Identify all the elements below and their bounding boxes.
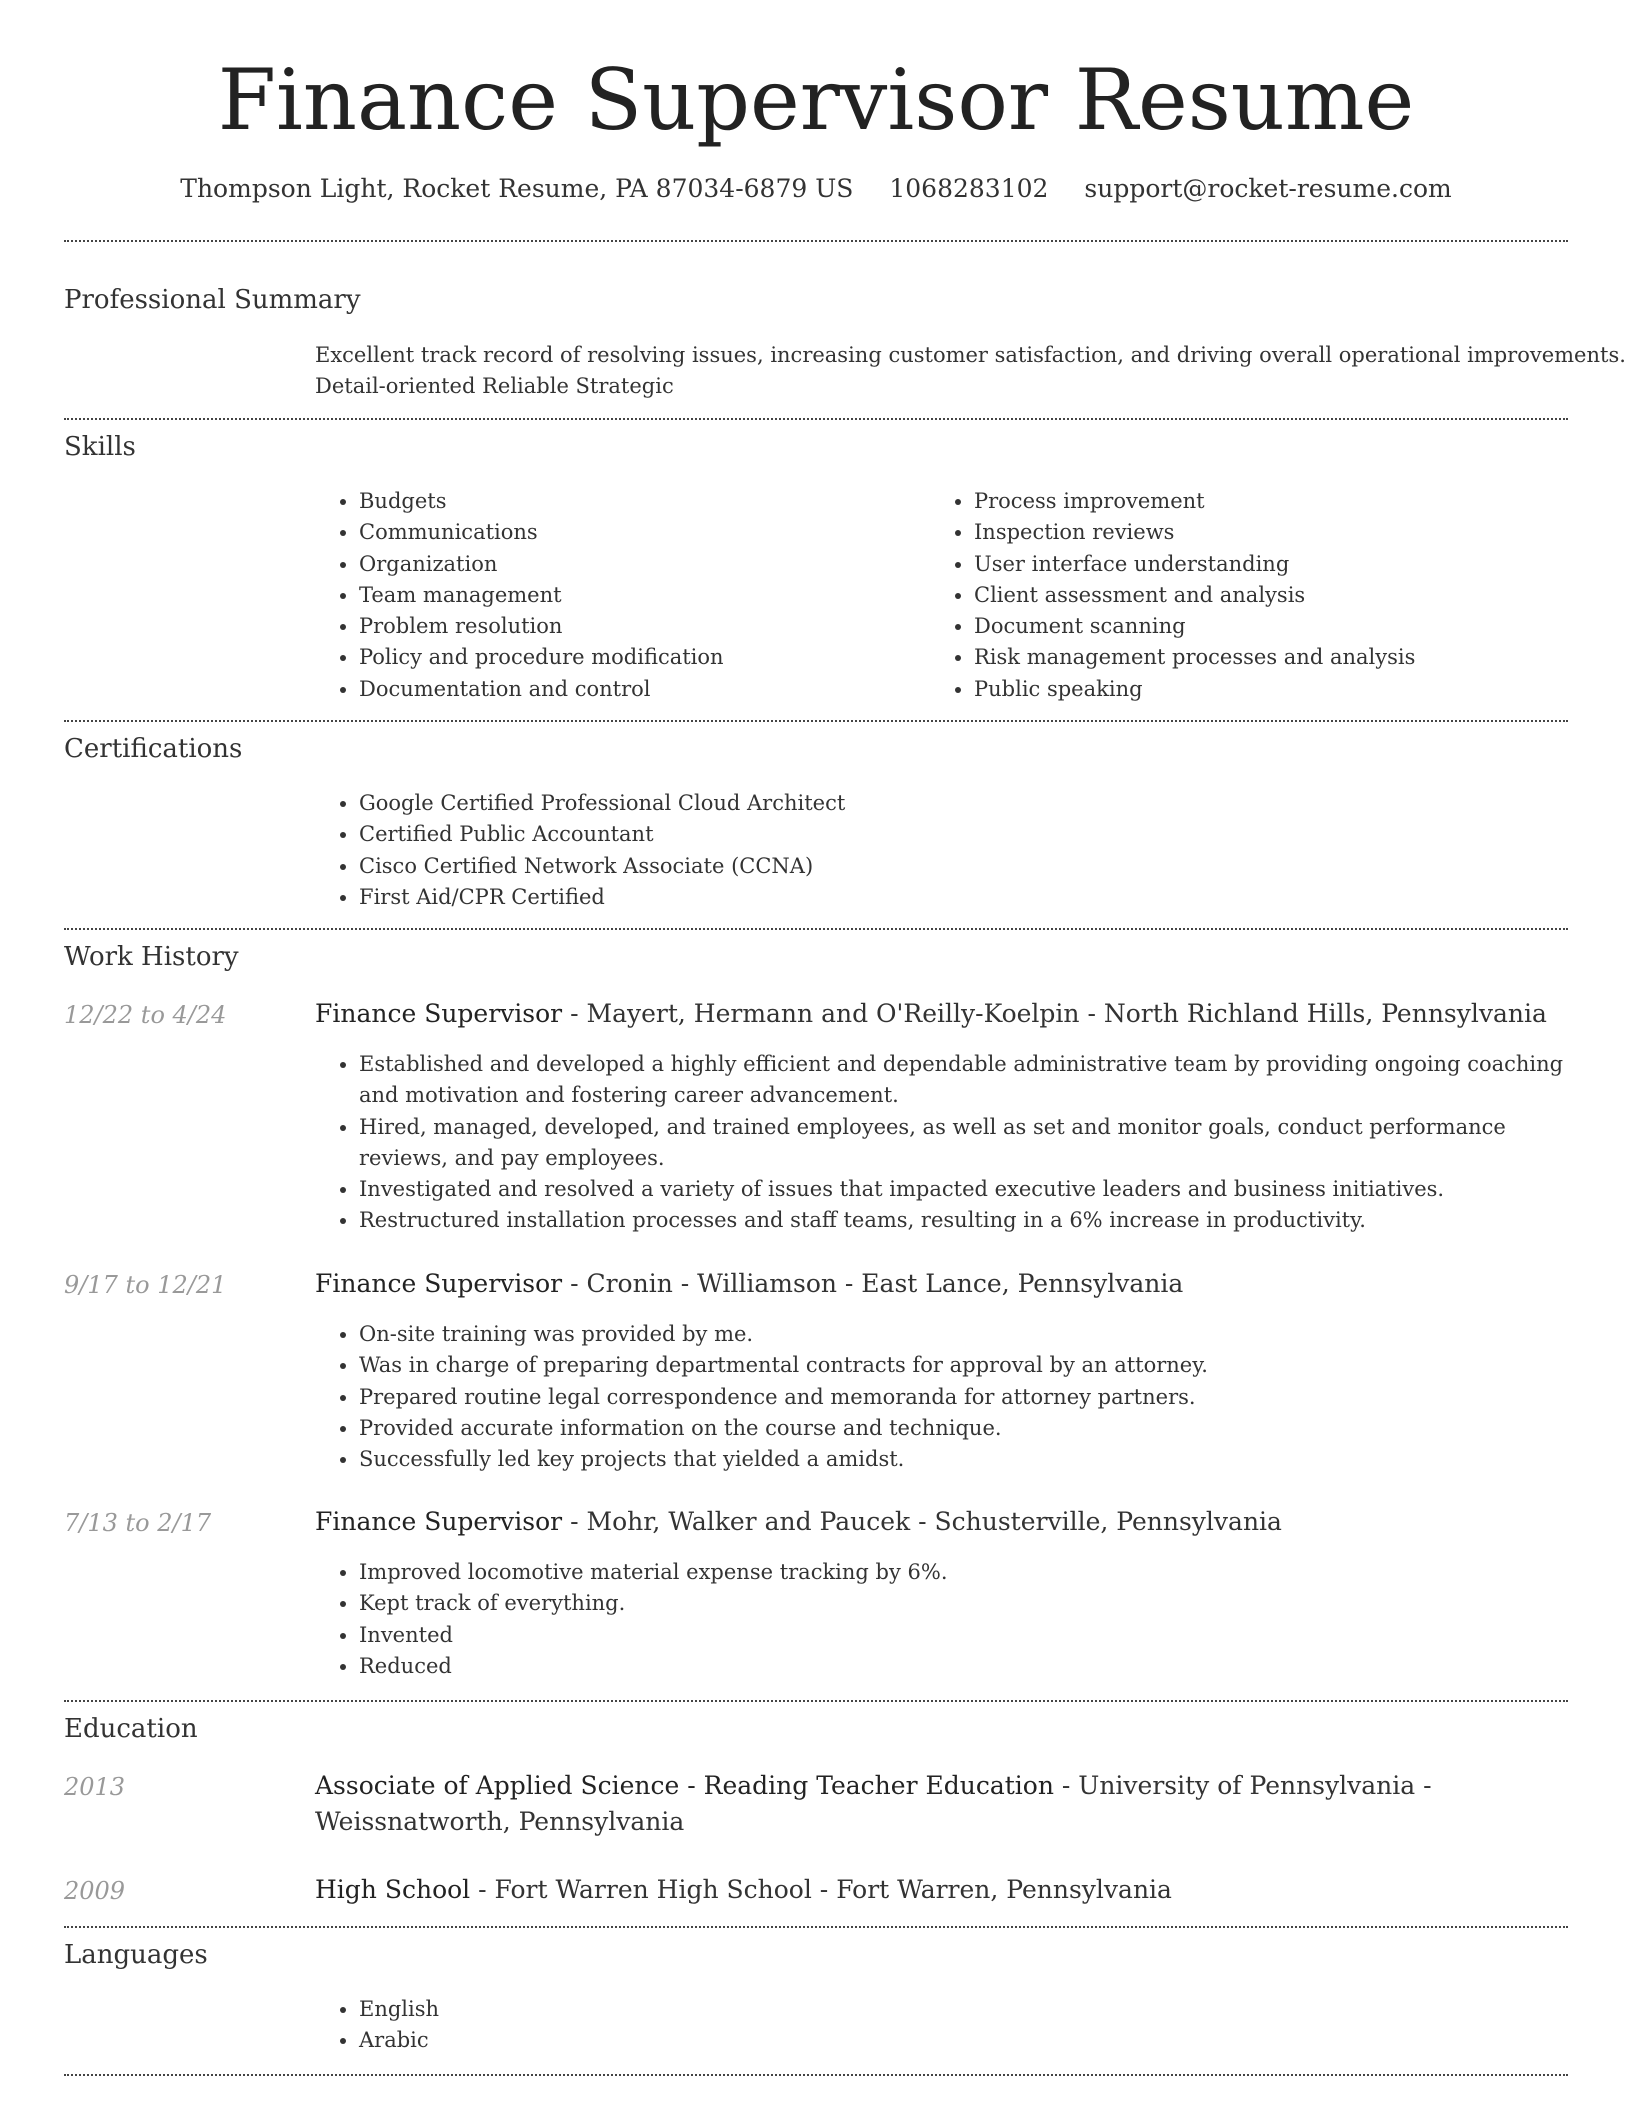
section-divider (64, 1926, 1568, 1928)
job-employer: - Mohr, Walker and Paucek - Schusterville, Pennsylvania (562, 1507, 1282, 1536)
list-item: • Team management (359, 580, 919, 611)
summary-heading: Professional Summary (64, 285, 361, 315)
job-employer: - Cronin - Williamson - East Lance, Pennsylvania (562, 1269, 1184, 1298)
list-item: • First Aid/CPR Certified (359, 882, 1559, 913)
list-item: • Budgets (359, 486, 919, 517)
list-item: • Cisco Certified Network Associate (CCNA) (359, 851, 1559, 882)
list-item: • User interface understanding (974, 549, 1594, 580)
list-item: • Public speaking (974, 674, 1594, 705)
list-item: • Arabic (359, 2025, 959, 2056)
contact-email: support@rocket-resume.com (1084, 174, 1452, 203)
list-item: • Inspection reviews (974, 517, 1594, 548)
education-school: - University of Pennsylvania - Weissnatworth, Pennsylvania (315, 1771, 1432, 1836)
job-bullets (315, 1049, 1599, 1237)
section-divider (64, 2074, 1568, 2076)
list-item: • Process improvement (974, 486, 1594, 517)
languages-list (315, 1994, 959, 2057)
list-item: • Google Certified Professional Cloud Architect (359, 788, 1559, 819)
list-item: • Successfully led key projects that yielded a amidst. (359, 1444, 1599, 1475)
contact-address: Thompson Light, Rocket Resume, PA 87034-6879 US (180, 174, 854, 203)
list-item: • Improved locomotive material expense tracking by 6%. (359, 1557, 1599, 1588)
job-title-line (315, 1266, 1575, 1302)
list-item: • Restructured installation processes and staff teams, resulting in a 6% increase in productivity. (359, 1205, 1599, 1236)
education-year: 2013 (64, 1773, 126, 1801)
list-item: • Client assessment and analysis (974, 580, 1594, 611)
list-item: • Documentation and control (359, 674, 919, 705)
job-employer: - Mayert, Hermann and O'Reilly-Koelpin - North Richland Hills, Pennsylvania (562, 999, 1547, 1028)
list-item: • Provided accurate information on the course and technique. (359, 1413, 1599, 1444)
list-item: • Invented (359, 1620, 1599, 1651)
work-history-heading: Work History (64, 942, 239, 972)
list-item: • Policy and procedure modification (359, 642, 919, 673)
contact-phone: 1068283102 (889, 174, 1049, 203)
summary-line: Detail-oriented Reliable Strategic (315, 374, 674, 398)
section-divider (64, 240, 1568, 242)
contact-line (0, 172, 1632, 206)
section-divider (64, 1700, 1568, 1702)
education-line (315, 1872, 1575, 1908)
skills-heading: Skills (64, 432, 136, 462)
job-bullets (315, 1557, 1599, 1682)
education-school: - Fort Warren High School - Fort Warren, Pennsylvania (470, 1875, 1172, 1904)
education-year: 2009 (64, 1877, 126, 1905)
job-bullets (315, 1319, 1599, 1475)
job-title: Finance Supervisor (315, 1507, 563, 1536)
list-item: • Risk management processes and analysis (974, 642, 1594, 673)
skills-list-right (930, 486, 1594, 705)
summary-line: Excellent track record of resolving issues, increasing customer satisfaction, and driving overall operational improvements. (315, 343, 1626, 367)
list-item: • Kept track of everything. (359, 1588, 1599, 1619)
list-item: • Certified Public Accountant (359, 819, 1559, 850)
list-item: • Communications (359, 517, 919, 548)
list-item: • Prepared routine legal correspondence and memoranda for attorney partners. (359, 1382, 1599, 1413)
job-dates: 7/13 to 2/17 (64, 1509, 212, 1537)
education-line (315, 1768, 1575, 1840)
education-degree: High School (315, 1875, 471, 1904)
section-divider (64, 928, 1568, 930)
job-title: Finance Supervisor (315, 999, 563, 1028)
list-item: • Hired, managed, developed, and trained employees, as well as set and monitor goals, conduct performance reviews, and pay employees. (359, 1112, 1599, 1175)
section-divider (64, 720, 1568, 722)
languages-heading: Languages (64, 1940, 208, 1970)
section-divider (64, 418, 1568, 420)
job-dates: 12/22 to 4/24 (64, 1001, 227, 1029)
list-item: • English (359, 1994, 959, 2025)
skills-list-left (315, 486, 919, 705)
summary-text (315, 340, 1626, 402)
list-item: • Organization (359, 549, 919, 580)
education-degree: Associate of Applied Science - Reading Teacher Education (315, 1771, 1054, 1800)
page-title: Finance Supervisor Resume (217, 51, 1415, 149)
certifications-heading: Certifications (64, 734, 243, 764)
list-item: • Was in charge of preparing departmental contracts for approval by an attorney. (359, 1350, 1599, 1381)
list-item: • Document scanning (974, 611, 1594, 642)
list-item: • On-site training was provided by me. (359, 1319, 1599, 1350)
job-title: Finance Supervisor (315, 1269, 563, 1298)
list-item: • Problem resolution (359, 611, 919, 642)
certifications-list (315, 788, 1559, 913)
job-title-line (315, 1504, 1575, 1540)
job-title-line (315, 996, 1575, 1032)
education-heading: Education (64, 1714, 198, 1744)
job-dates: 9/17 to 12/21 (64, 1271, 227, 1299)
list-item: • Investigated and resolved a variety of issues that impacted executive leaders and business initiatives. (359, 1174, 1599, 1205)
list-item: • Reduced (359, 1651, 1599, 1682)
list-item: • Established and developed a highly efficient and dependable administrative team by providing ongoing coaching and motivation and fostering career advancement. (359, 1049, 1599, 1112)
